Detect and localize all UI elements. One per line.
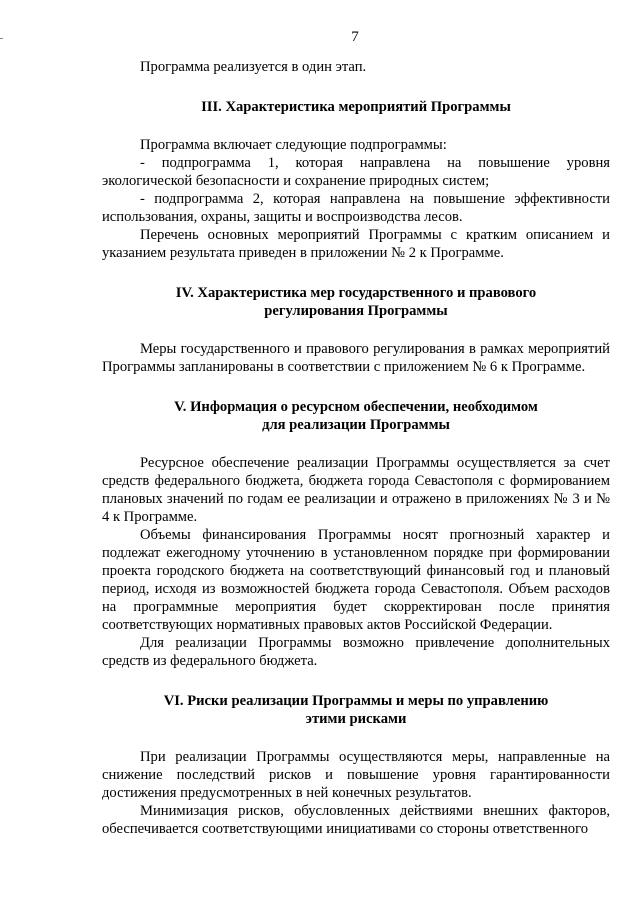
section-6-title-line-2: этими рисками: [305, 711, 407, 727]
section-6-paragraph-1: При реализации Программы осуществляются меры, направленные на снижение последствий рисков и повышение уровня гарантированности достижения предусмотренных в ней конечных результатов.: [102, 749, 610, 801]
section-3-title: III. Характеристика мероприятий Программы: [201, 99, 511, 115]
page-number: 7: [351, 29, 359, 45]
section-5-paragraph-1: Ресурсное обеспечение реализации Программы осуществляется за счет средств федерального бюджета, бюджета города Севастополя с формированием плановых значений по годам ее реализации и отражено в приложениях № 3 и № 4 к Программе.: [102, 455, 610, 525]
intro-paragraph: Программа реализуется в один этап.: [140, 59, 367, 75]
section-3-paragraph-3: - подпрограмма 2, которая направлена на повышение эффективности использования, охраны, защиты и воспроизводства лесов.: [102, 191, 610, 225]
section-4-title: [102, 284, 610, 320]
section-5-title-line-2: для реализации Программы: [262, 417, 450, 433]
section-4-paragraph-1: Меры государственного и правового регулирования в рамках мероприятий Программы запланированы в соответствии с приложением № 6 к Программе.: [102, 341, 610, 375]
document-body: [102, 58, 610, 838]
section-4-title-line-2: регулирования Программы: [264, 303, 448, 319]
section-5-title: [102, 398, 610, 434]
section-3-paragraph-4: Перечень основных мероприятий Программы с кратким описанием и указанием результата приведен в приложении № 2 к Программе.: [102, 227, 610, 261]
section-5-title-line-1: V. Информация о ресурсном обеспечении, необходимом: [174, 399, 538, 415]
section-6-title-line-1: VI. Риски реализации Программы и меры по управлению: [163, 693, 549, 709]
section-6-paragraph-2: Минимизация рисков, обусловленных действиями внешних факторов, обеспечивается соответствующими инициативами со стороны ответственного: [102, 803, 610, 837]
section-4-title-line-1: IV. Характеристика мер государственного и правового: [175, 285, 537, 301]
section-3-paragraph-2: - подпрограмма 1, которая направлена на повышение уровня экологической безопасности и сохранение природных систем;: [102, 155, 610, 189]
section-5-paragraph-3: Для реализации Программы возможно привлечение дополнительных средств из федерального бюджета.: [102, 635, 610, 669]
section-5-paragraph-2: Объемы финансирования Программы носят прогнозный характер и подлежат ежегодному уточнению в установленном порядке при формировании проекта городского бюджета на соответствующий финансовый год и плановый период, исходя из возможностей бюджета города Севастополя. Объем расходов на программные мероприятия будет скорректирован после принятия соответствующих нормативных правовых актов Российской Федерации.: [102, 527, 610, 633]
section-6-title: [102, 692, 610, 728]
section-3-paragraph-1: Программа включает следующие подпрограммы:: [140, 137, 447, 153]
